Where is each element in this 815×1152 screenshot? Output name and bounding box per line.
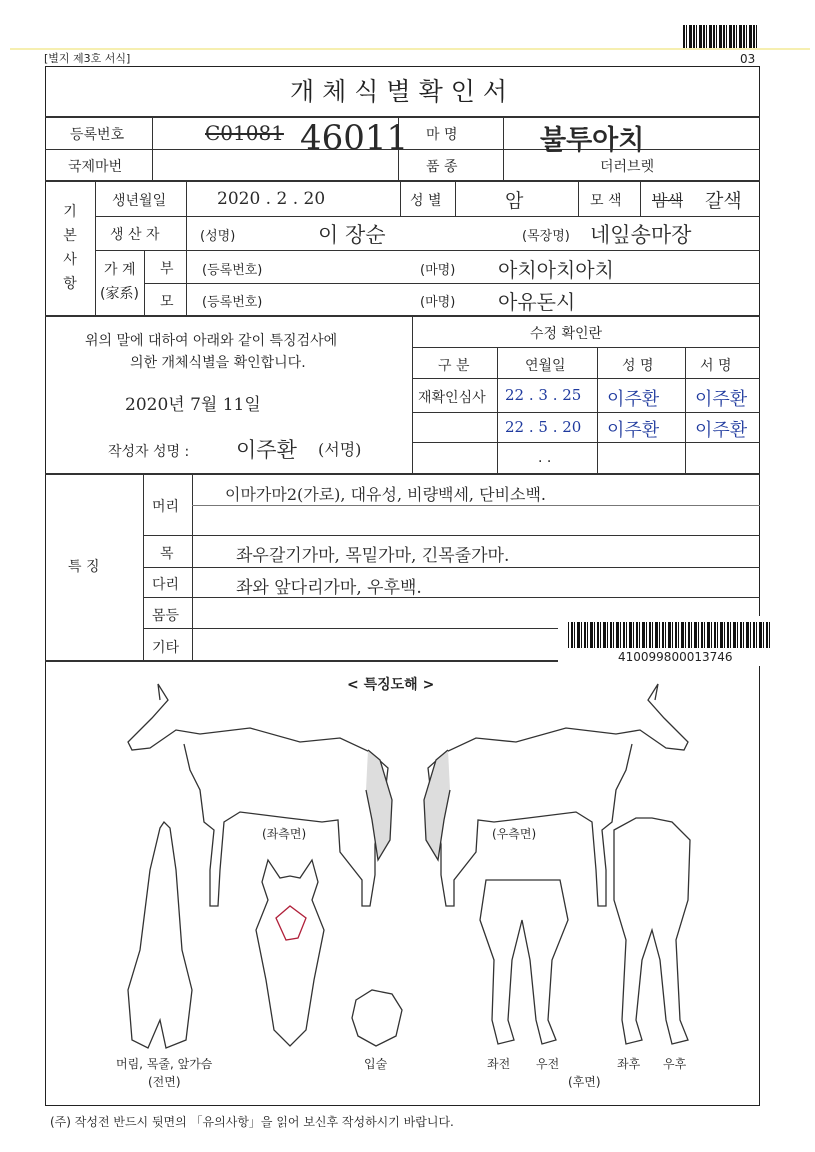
page-title: 개체식별확인서 [289, 77, 516, 106]
other-label: 기타 [152, 640, 180, 656]
breeder-name: 이 장순 [318, 223, 386, 247]
rear-view [614, 818, 690, 1044]
confirm-text-2: 의한 개체식별을 확인합니다. [130, 355, 306, 371]
sire-reg-label: (등록번호) [202, 263, 263, 278]
rev-col-type: 구 분 [438, 358, 470, 374]
breeder-label: 생 산 자 [110, 227, 160, 243]
sire-name: 아치아치아치 [498, 258, 614, 282]
legs-value: 좌와 앞다리가마, 우후백. [236, 578, 422, 598]
diagram-title: < 특징도해 > [347, 677, 435, 693]
diagram-right-rear-label: 우후 [663, 1057, 687, 1071]
page-number: 03 [740, 52, 756, 66]
rev-col-date: 연월일 [525, 358, 566, 374]
writer-label: 작성자 성명 : [108, 444, 190, 460]
reg-no-label: 등록번호 [70, 127, 125, 143]
neck-value: 좌우갈기가마, 목밑가마, 긴목줄가마. [236, 546, 510, 566]
color-value: 갈색 [705, 190, 742, 212]
dam-reg-label: (등록번호) [202, 295, 263, 310]
basic-info-label: 기 본 사 항 [63, 204, 77, 292]
farm-label: (목장명) [522, 229, 570, 244]
head-front-view [256, 860, 324, 1046]
breeder-name-label: (성명) [200, 229, 236, 244]
diagram-left-rear-label: 좌후 [617, 1057, 641, 1071]
head-value: 이마가마2(가로), 대유성, 비량백세, 단비소백. [225, 485, 547, 504]
rev-row-1-date: 22 . 3 . 25 [505, 386, 582, 404]
sex-label: 성 별 [410, 193, 442, 209]
neck-label: 목 [160, 546, 174, 562]
color-struck: 밤색 [652, 191, 683, 210]
breed-value: 더러브렛 [600, 159, 655, 175]
name-label: 마 명 [426, 127, 458, 143]
sire-label: 부 [160, 261, 174, 277]
diagram-front-label: (전면) [148, 1075, 181, 1089]
rev-row-2-sign: 이주환 [695, 420, 748, 441]
left-side-horse [128, 684, 388, 906]
diagram-front-caption: 머림, 목줄, 앞가슴 [116, 1057, 213, 1071]
sire-name-label: (마명) [420, 263, 456, 278]
breed-label: 품 종 [426, 159, 458, 175]
birth-label: 생년월일 [112, 193, 167, 209]
right-tail [424, 750, 450, 860]
dam-name-label: (마명) [420, 295, 456, 310]
horse-name: 불투아치 [540, 125, 645, 156]
diagram-right-front-label: 우전 [536, 1057, 560, 1071]
footer-note: (주) 작성전 반드시 뒷면의 「유의사항」을 읽어 보신후 작성하시기 바랍니다. [50, 1115, 454, 1129]
pedigree-label: 가 계 [104, 262, 136, 278]
diagram-right-label: (우측면) [492, 827, 537, 841]
rev-row-1-sign: 이주환 [695, 389, 748, 410]
front-legs-view [480, 880, 568, 1044]
legs-label: 다리 [152, 577, 180, 593]
birth-value: 2020 . 2 . 20 [217, 189, 326, 209]
pedigree-hanja: (家系) [100, 286, 139, 302]
head-label: 머리 [152, 499, 180, 515]
right-side-horse [428, 684, 688, 906]
rev-col-sign: 서 명 [700, 358, 732, 374]
dam-label: 모 [160, 294, 174, 310]
rev-row-3-date: . . [538, 450, 552, 466]
barcode-number: 410099800013746 [618, 650, 733, 664]
writer-sign: (서명) [318, 440, 362, 459]
color-label: 모 색 [590, 193, 622, 209]
rev-row-2-date: 22 . 5 . 20 [505, 418, 582, 436]
body-label: 몸등 [152, 608, 180, 624]
left-tail [366, 750, 392, 860]
diagram-left-front-label: 좌전 [487, 1057, 511, 1071]
diagram-left-label: (좌측면) [262, 827, 307, 841]
confirm-date: 2020년 7월 11일 [125, 395, 261, 415]
rev-row-2-name: 이주환 [607, 420, 660, 441]
farm-value: 네잎송마장 [590, 223, 692, 247]
sex-value: 암 [505, 190, 524, 212]
form-label: [별지 제3호 서식] [44, 52, 131, 65]
reg-no-value: 46011 [300, 118, 409, 158]
rev-row-1-name: 이주환 [607, 389, 660, 410]
front-neck-view [128, 822, 192, 1048]
dam-name: 아유돈시 [498, 290, 576, 314]
confirm-text-1: 위의 말에 대하여 아래와 같이 특징검사에 [85, 333, 338, 349]
intl-no-label: 국제마번 [68, 159, 123, 175]
features-label: 특 징 [68, 559, 100, 575]
rev-col-name: 성 명 [622, 358, 654, 374]
rev-row-1-type: 재확인심사 [418, 390, 486, 406]
diagram-rear-label: (후면) [568, 1075, 601, 1089]
head-mark [276, 906, 306, 940]
muzzle-view [352, 990, 402, 1046]
reg-no-struck: C01081 [205, 121, 284, 145]
diagram-lips-label: 입술 [364, 1057, 388, 1071]
writer-name: 이주환 [236, 438, 297, 462]
revision-header: 수정 확인란 [530, 326, 603, 342]
